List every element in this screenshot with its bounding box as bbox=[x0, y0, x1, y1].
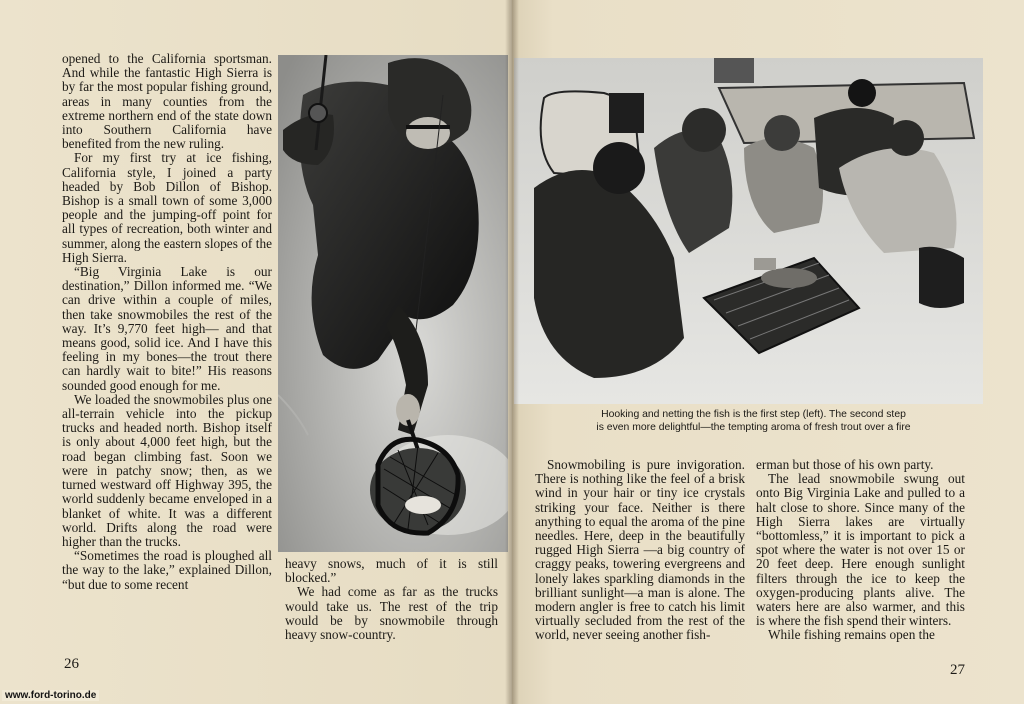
paragraph: “Big Virginia Lake is our destination,” Dillon informed me. “We can drive within a couple of miles, then take snowmobiles the rest of the way. It’s 9,770 feet high— and that means good, solid ice. And I have this feeling in my bones—the trout there can hardly wait to bite!” His reasons sounded good enough for me. bbox=[62, 264, 272, 393]
caption-line: Hooking and netting the fish is the first step (left). The second step bbox=[601, 409, 906, 420]
left-page bbox=[0, 0, 510, 704]
paragraph: Snowmobiling is pure invigoration. There is nothing like the feel of a brisk wind in your hair or tiny ice crystals striking your face. Neither is there anything to equal the aroma of the pine needles. Here, deep in the beautifully rugged High Sierra —a big country of craggy peaks, towering evergreens and lonely lakes sparkling diamonds in the brilliant sunlight—a man is alone. The modern angler is free to catch his limit virtually secluded from the rest of the world, never seeing another fish- bbox=[535, 457, 745, 643]
right-column-2 bbox=[756, 458, 965, 643]
paragraph: We had come as far as the trucks would take us. The rest of the trip would be by snowmobile through heavy snow-country. bbox=[285, 584, 498, 643]
page-number: 26 bbox=[64, 656, 79, 672]
paragraph: heavy snows, much of it is still blocked.” bbox=[285, 556, 498, 586]
watermark: www.ford-torino.de bbox=[2, 690, 99, 701]
ice-fishing-photo bbox=[278, 55, 508, 552]
page-number: 27 bbox=[950, 662, 965, 678]
paragraph: For my first try at ice fishing, California style, I joined a party headed by Bob Dillon of Bishop. Bishop is a small town of some 3,000 people and the jumping-off point for all types of recreation, both winter and summer, along the eastern slopes of the High Sierra. bbox=[62, 150, 272, 265]
paragraph: While fishing remains open the bbox=[768, 627, 935, 643]
paragraph: The lead snowmobile swung out onto Big Virginia Lake and pulled to a halt close to shore. Since many of the High Sierra lakes are virtually “bottomless,” it is important to pick a spot where the water is not over 15 or 20 feet deep. Here enough sunlight filters through the ice to keep the oxygen-producing plants alive. The waters here are also warmer, and this is where the fish spend their winters. bbox=[756, 471, 965, 629]
right-page bbox=[512, 0, 1024, 704]
right-column-1 bbox=[535, 458, 745, 643]
page-gutter bbox=[505, 0, 519, 704]
photo-caption bbox=[526, 408, 981, 434]
trout-cooking-photo bbox=[514, 58, 983, 404]
left-column-1 bbox=[62, 52, 272, 592]
paragraph: We loaded the snowmobiles plus one all-terrain vehicle into the pickup trucks and headed north. Bishop itself is only about 4,000 feet high, but the road began climbing fast. Soon we were in patchy snow; then, as we turned westward off Highway 395, the world suddenly became enveloped in a blanket of white. It was a different world. Drifts along the road were higher than the trucks. bbox=[62, 391, 272, 549]
caption-line: is even more delightful—the tempting aroma of fresh trout over a fire bbox=[596, 422, 911, 433]
paragraph: erman but those of his own party. bbox=[756, 457, 934, 472]
left-column-2 bbox=[285, 557, 498, 642]
paragraph: opened to the California sportsman. And while the fantastic High Sierra is by far the most popular fishing ground, areas in many counties from the extreme northern end of the state down into Southern California have benefited from the new ruling. bbox=[62, 51, 272, 152]
paragraph: “Sometimes the road is ploughed all the way to the lake,” explained Dillon, “but due to some recent bbox=[62, 548, 272, 592]
